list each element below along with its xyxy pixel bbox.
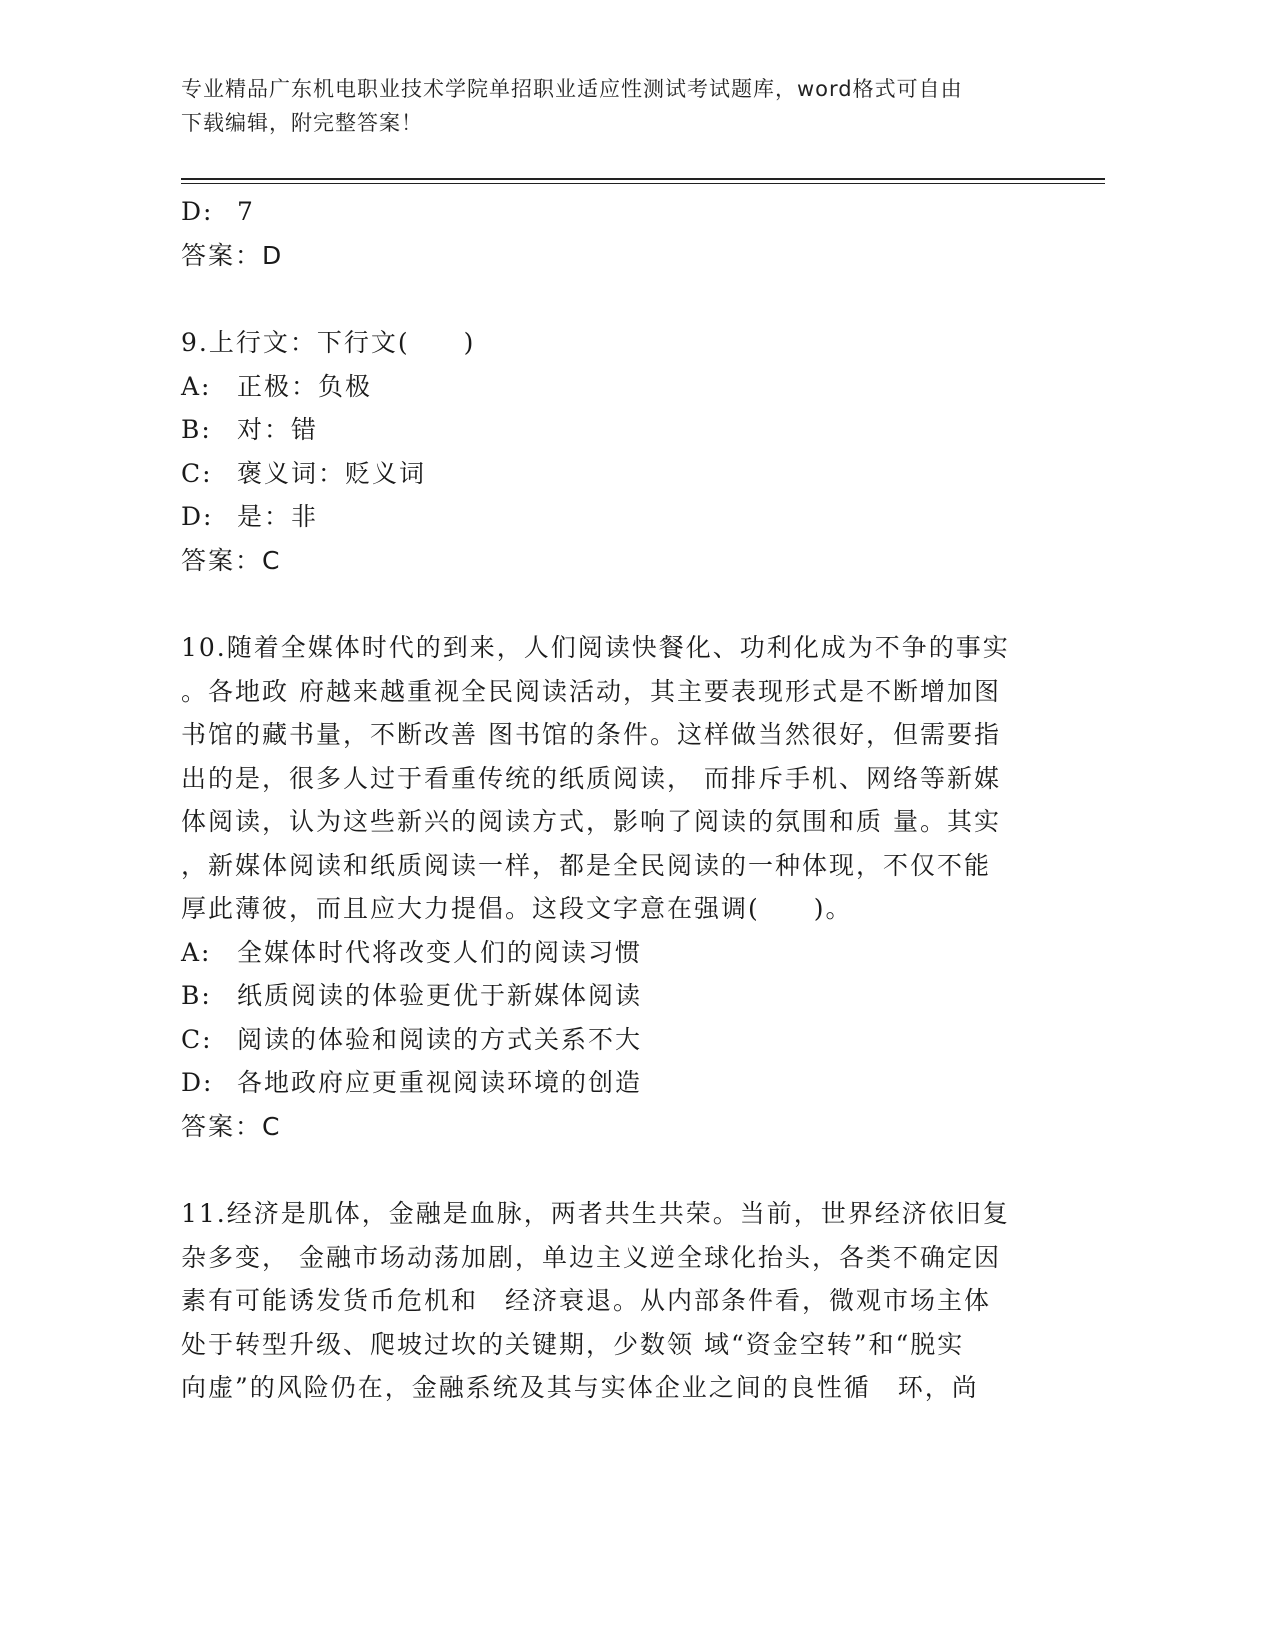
q9-option-b [181,408,1061,452]
q10-stem-line: 10.随着全媒体时代的到来，人们阅读快餐化、功利化成为不争的事实 [181,633,1010,662]
page-header [181,72,1061,140]
prev-answer: 答案：D [181,240,284,270]
q11-stem-line: 11.经济是肌体，金融是血脉，两者共生共荣。当前，世界经济依旧复 [181,1199,1010,1228]
option-letter: D: [181,502,214,531]
option-letter: D: [181,1068,214,1097]
q11-stem-line: 杂多变， 金融市场动荡加剧，单边主义逆全球化抬头，各类不确定因 [181,1242,1001,1272]
option-text: 各地政府应更重视阅读环境的创造 [237,1068,643,1097]
q10-option-b [181,974,1061,1018]
q10-stem-line: ，新媒体阅读和纸质阅读一样，都是全民阅读的一种体现，不仅不能 [181,850,992,880]
option-letter: C: [181,1024,213,1054]
header-line-1: 专业精品广东机电职业技术学院单招职业适应性测试考试题库，word格式可自由 [181,77,963,101]
q11-stem-line: 处于转型升级、爬坡过坎的关键期，少数领 域“资金空转”和“脱实 [181,1329,965,1359]
option-letter: B: [181,981,212,1010]
q10-stem-line: 厚此薄彼，而且应大力提倡。这段文字意在强调( )。 [181,894,853,923]
option-text: 7 [237,197,255,226]
q9-option-c [181,452,1061,496]
q10-option-d [181,1061,1061,1105]
option-letter: D: [181,197,214,226]
option-text: 对：错 [237,415,319,444]
option-text: 褒义词：贬义词 [237,458,427,488]
option-text: 是：非 [237,502,319,531]
question-content [181,190,1061,1410]
q10-stem-line: 书馆的藏书量，不断改善 图书馆的条件。这样做当然很好，但需要指 [181,720,1001,749]
prev-option-d [181,190,1061,234]
option-text: 纸质阅读的体验更优于新媒体阅读 [237,981,643,1010]
header-line-2: 下载编辑，附完整答案！ [181,111,423,135]
option-letter: C: [181,458,213,488]
option-letter: B: [181,415,212,444]
option-text: 正极：负极 [237,371,373,401]
q9-option-d [181,495,1061,539]
option-text: 全媒体时代将改变人们的阅读习惯 [237,937,643,967]
q9-stem: 9.上行文：下行文( ) [181,328,476,357]
q9-answer: 答案：C [181,545,282,575]
q9-option-a [181,365,1061,409]
q10-answer: 答案：C [181,1111,282,1141]
q11-stem-line: 向虚”的风险仍在，金融系统及其与实体企业之间的良性循 环，尚 [181,1373,979,1402]
q11-stem-line: 素有可能诱发货币危机和 经济衰退。从内部条件看，微观市场主体 [181,1286,992,1315]
option-text: 阅读的体验和阅读的方式关系不大 [237,1024,643,1054]
q10-option-c [181,1018,1061,1062]
header-rule-thick [181,178,1105,180]
q10-option-a [181,931,1061,975]
q10-stem-line: 。各地政 府越来越重视全民阅读活动，其主要表现形式是不断增加图 [181,676,1001,706]
q10-stem-line: 出的是，很多人过于看重传统的纸质阅读， 而排斥手机、网络等新媒 [181,763,1001,793]
q10-stem-line: 体阅读，认为这些新兴的阅读方式，影响了阅读的氛围和质 量。其实 [181,807,1001,836]
header-rule-thin [181,183,1105,184]
option-letter: A: [181,937,212,967]
option-letter: A: [181,371,212,401]
